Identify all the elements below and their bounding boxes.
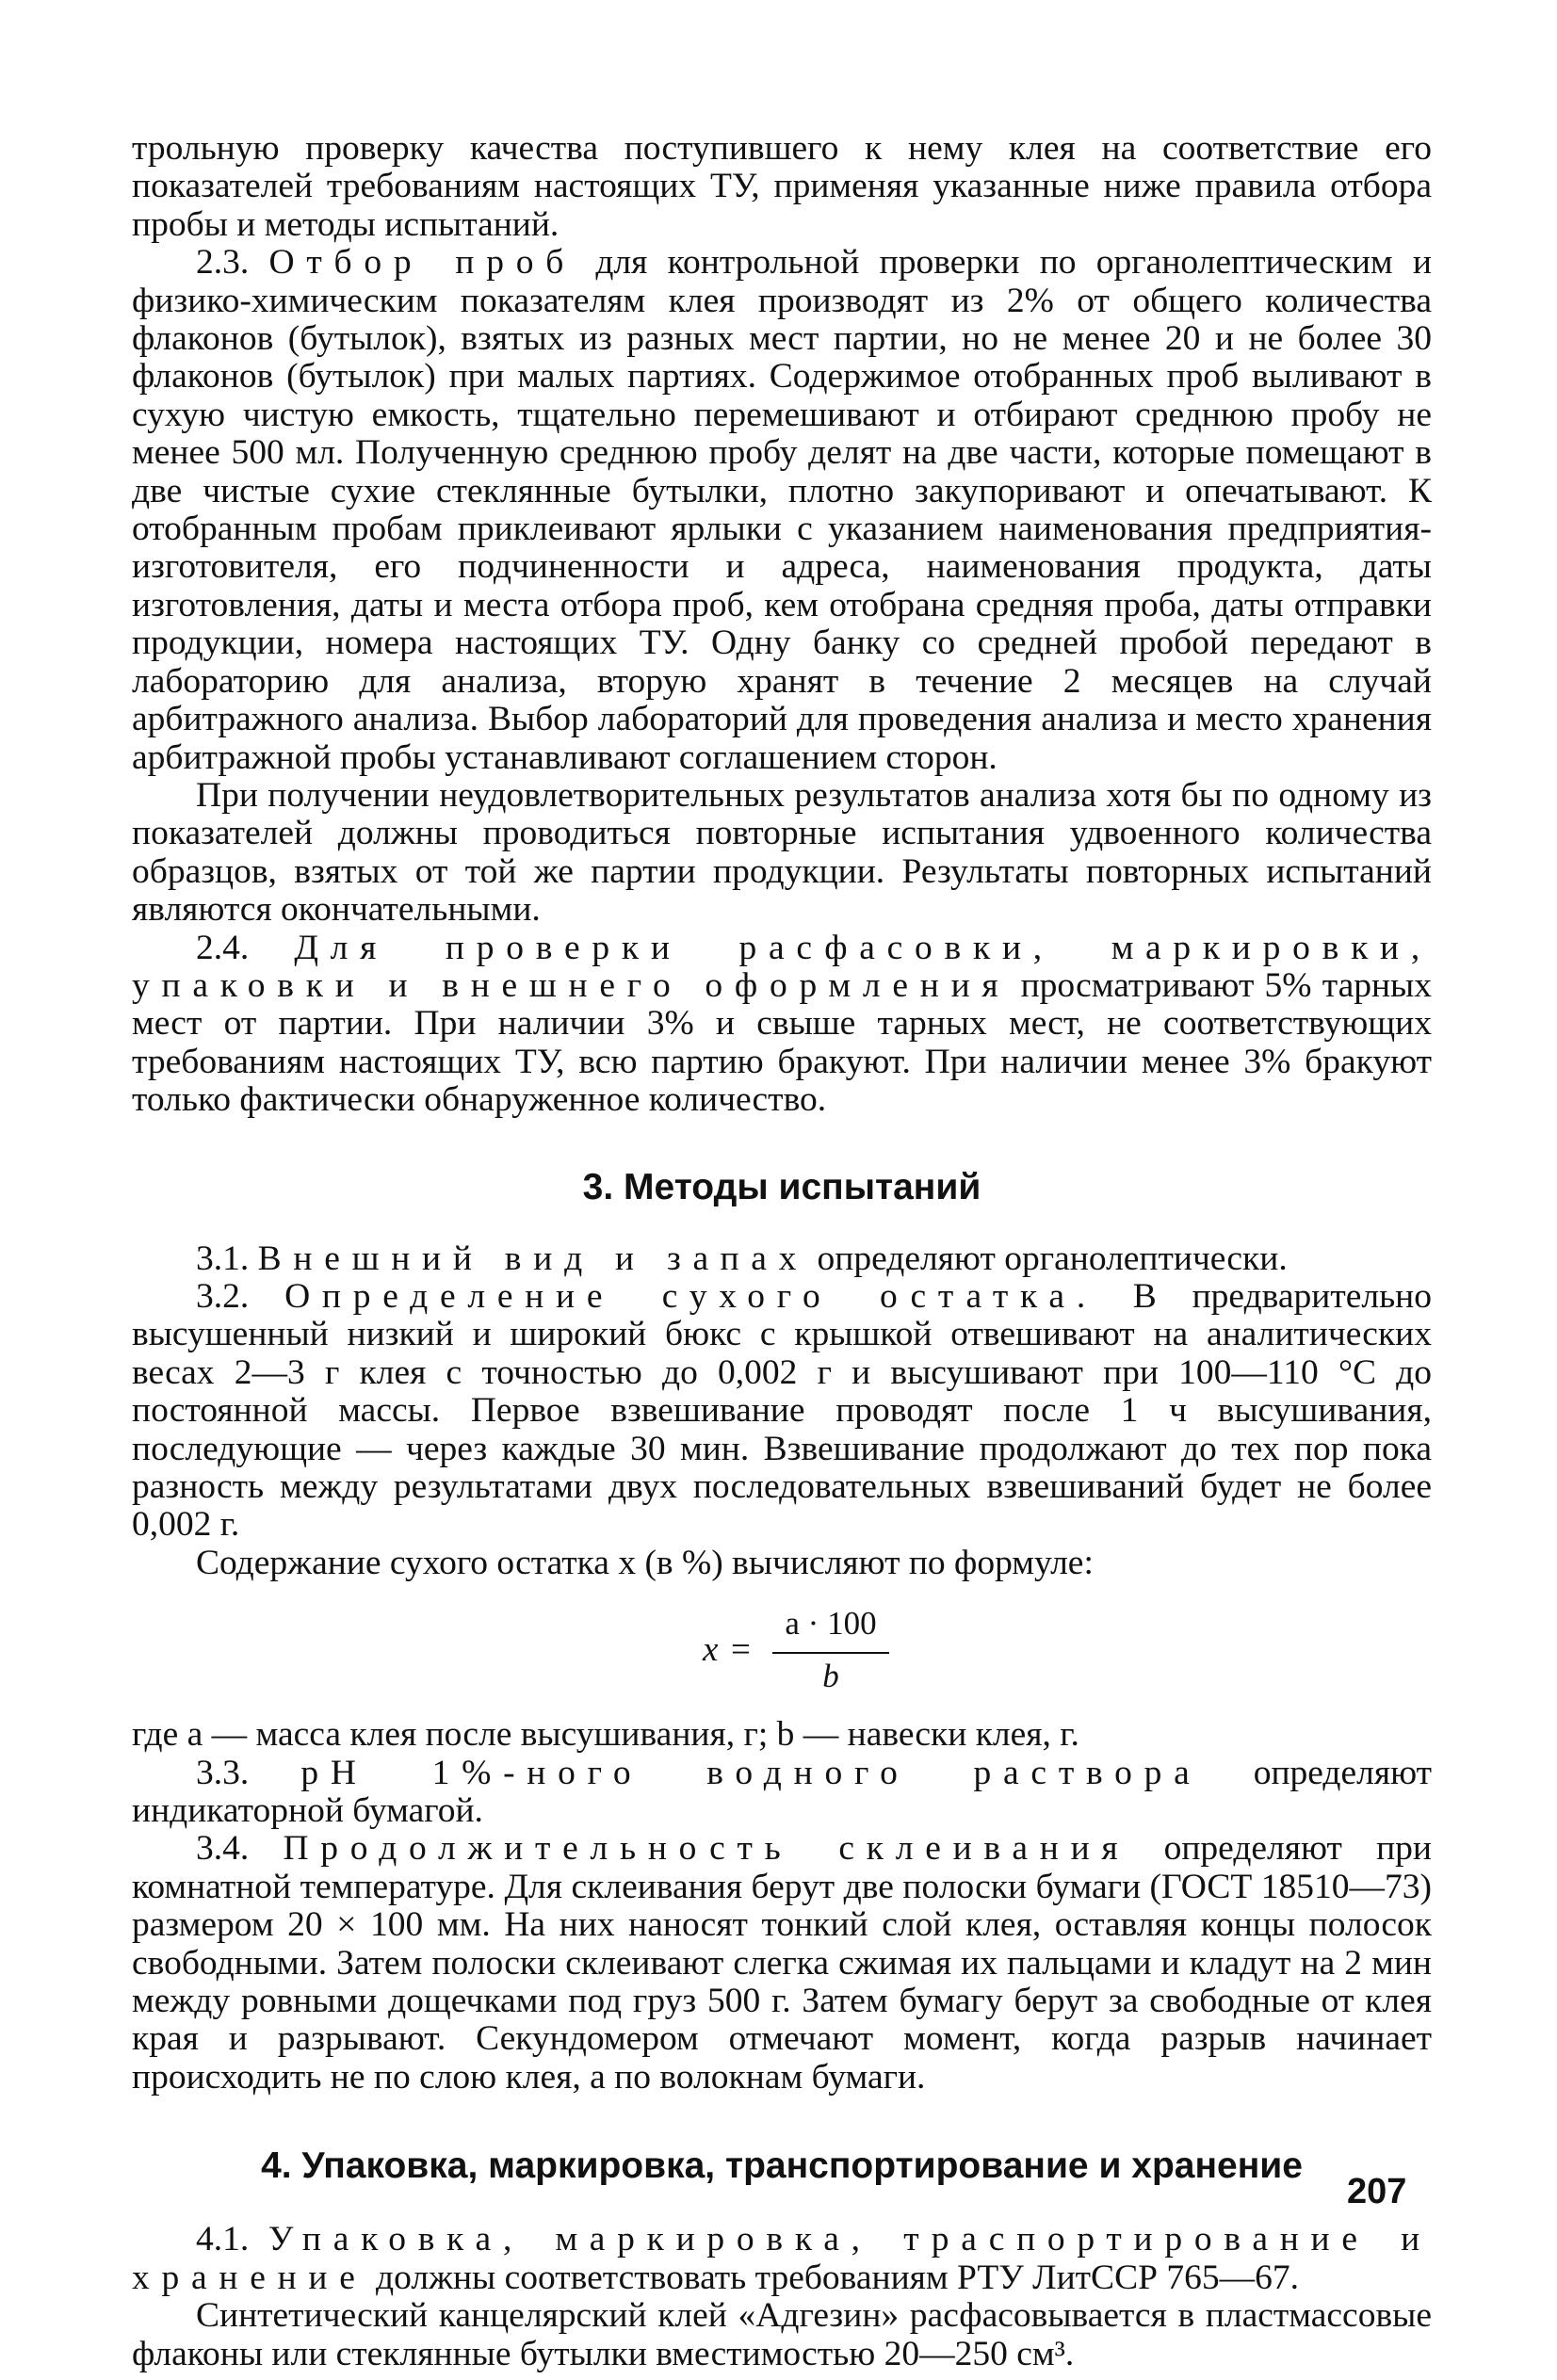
spaced-lead: Внешний вид и запах <box>257 1239 809 1278</box>
spaced-lead: Продолжительность склеивания <box>283 1829 1130 1869</box>
paragraph-text: определяют при комнатной температуре. Для склеивания берут две полоски бумаги (ГОСТ 18510—73) размером 20 × 100 мм. На них наносят тонкий слой клея, оставляя концы полосок свободными. Затем полоски склеивают слегка сжимая их пальцами и кладут на 2 мин между ровными дощечками под груз 500 г. Затем бумагу берут за свободные от клея края и разрывают. Секундомером отмечают момент, когда разрыв начинает происходить не по слою клея, а по волокнам бумаги. <box>132 1829 1432 2097</box>
formula-equals: = <box>731 1630 751 1670</box>
paragraph-number: 3.1. <box>196 1239 250 1278</box>
paragraph-2-3-b: При получении неудовлетворительных результатов анализа хотя бы по одному из показателей должны проводиться повторные испытания удвоенного количества образцов, взятых от той же партии продукции. Результаты повторных испытаний являются окончательными. <box>132 775 1432 930</box>
formula-numerator: a · 100 <box>785 1605 877 1643</box>
page-number: 207 <box>1347 2172 1407 2211</box>
paragraph-text: должны соответствовать требованиям РТУ ЛитССР 765—67. <box>376 2258 1299 2297</box>
spaced-lead: Отбор проб <box>268 243 576 283</box>
section-3-heading: 3. Методы испытаний <box>582 1166 981 1207</box>
paragraph-number: 4.1. <box>196 2220 250 2259</box>
spaced-lead: Упаковка, маркировка, траспортирование и хранение <box>132 2220 1432 2297</box>
spaced-lead: pH 1%-ного водного раствора <box>300 1753 1202 1792</box>
paragraph-4-1-b: Синтетический канцелярский клей «Адгезин» расфасовывается в пластмассовые флаконы или стеклянные бутылки вместимостью 20—250 см³. <box>132 2296 1432 2373</box>
paragraph-number: 2.4. <box>196 928 250 967</box>
paragraph-text: определяют индикаторной бумагой. <box>132 1753 1433 1831</box>
paragraph-3-4 <box>132 1830 1432 2097</box>
section-3 <box>132 1240 1432 2097</box>
formula-legend: где a — масса клея после высушивания, г; b — навески клея, г. <box>132 1715 1079 1755</box>
paragraph-4-1 <box>132 2221 1432 2297</box>
paragraph-3-2 <box>132 1278 1432 1545</box>
paragraph-text: просматривают 5% тарных мест от партии. При наличии 3% и свыше тарных мест, не соответствующих требованиям настоящих ТУ, всю партию бракуют. При наличии менее 3% бракуют только фактически обнаруженное количество. <box>132 965 1433 1120</box>
dry-residue-formula <box>132 1595 1432 1708</box>
paragraph-text: для контрольной проверки по органолептическим и физико-химическим показателям клея производят из 2% от общего количества флаконов (бутылок), взятых из разных мест партии, но не менее 20 и не более 30 флаконов (бутылок) при малых партиях. Содержимое отобранных проб выливают в сухую чистую емкость, тщательно перемешивают и отбирают среднюю пробу не менее 500 мл. Полученную среднюю пробу делят на две части, которые помещают в две чистые сухие стеклянные бутылки, плотно закупоривают и опечатывают. К отобранным пробам приклеивают ярлыки с указанием наименования предприятия-изготовителя, его подчиненности и адреса, наименования продукта, даты изготовления, даты и места отбора проб, кем отобрана средняя проба, даты отправки продукции, номера настоящих ТУ. Одну банку со средней пробой передают в лабораторию для анализа, вторую хранят в течение 2 месяцев на случай арбитражного анализа. Выбор лабораторий для проведения анализа и место хранения арбитражной пробы устанавливают соглашением сторон. <box>132 243 1433 777</box>
spaced-lead: Для проверки расфасовки, маркировки, упаковки и внешнего оформления <box>132 928 1432 1005</box>
paragraph-2-intro: трольную проверку качества поступившего к нему клея на соответствие его показателей требованиям настоящих ТУ, применяя указанные ниже правила отбора пробы и методы испытаний. <box>132 129 1432 244</box>
paragraph-number: 3.2. <box>196 1276 250 1316</box>
paragraph-2-4 <box>132 930 1432 1120</box>
paragraph-number: 3.3. <box>196 1753 250 1792</box>
paragraph-text: В предварительно высушенный низкий и широкий бюкс с крышкой отвешивают на аналитических весах 2—3 г клея с точностью до 0,002 г и высушивают при 100—110 °С до постоянной массы. Первое взвешивание проводят после 1 ч высушивания, последующие — через каждые 30 мин. Взвешивание продолжают до тех пор пока разность между результатами двух последовательных взвешиваний будет не более 0,002 г. <box>132 1276 1433 1545</box>
paragraph-2-3 <box>132 244 1432 777</box>
spaced-lead: Определение сухого остатка. <box>284 1276 1097 1316</box>
section-2-continued <box>132 130 1432 1120</box>
paragraph-number: 2.3. <box>196 243 250 283</box>
fraction-bar <box>772 1652 889 1654</box>
section-4 <box>132 2221 1432 2373</box>
page-body <box>132 130 1432 2373</box>
formula-lhs: x <box>703 1630 719 1670</box>
section-4-heading: 4. Упаковка, маркировка, транспортирование и хранение <box>261 2145 1303 2187</box>
paragraph-3-2-b: Содержание сухого остатка x (в %) вычисляют по формуле: <box>196 1543 1094 1582</box>
paragraph-text: определяют органолептически. <box>817 1239 1288 1278</box>
formula-denominator: b <box>822 1658 839 1695</box>
paragraph-3-3 <box>132 1755 1432 1831</box>
paragraph-3-1 <box>132 1240 1432 1278</box>
paragraph-number: 3.4. <box>196 1829 250 1869</box>
